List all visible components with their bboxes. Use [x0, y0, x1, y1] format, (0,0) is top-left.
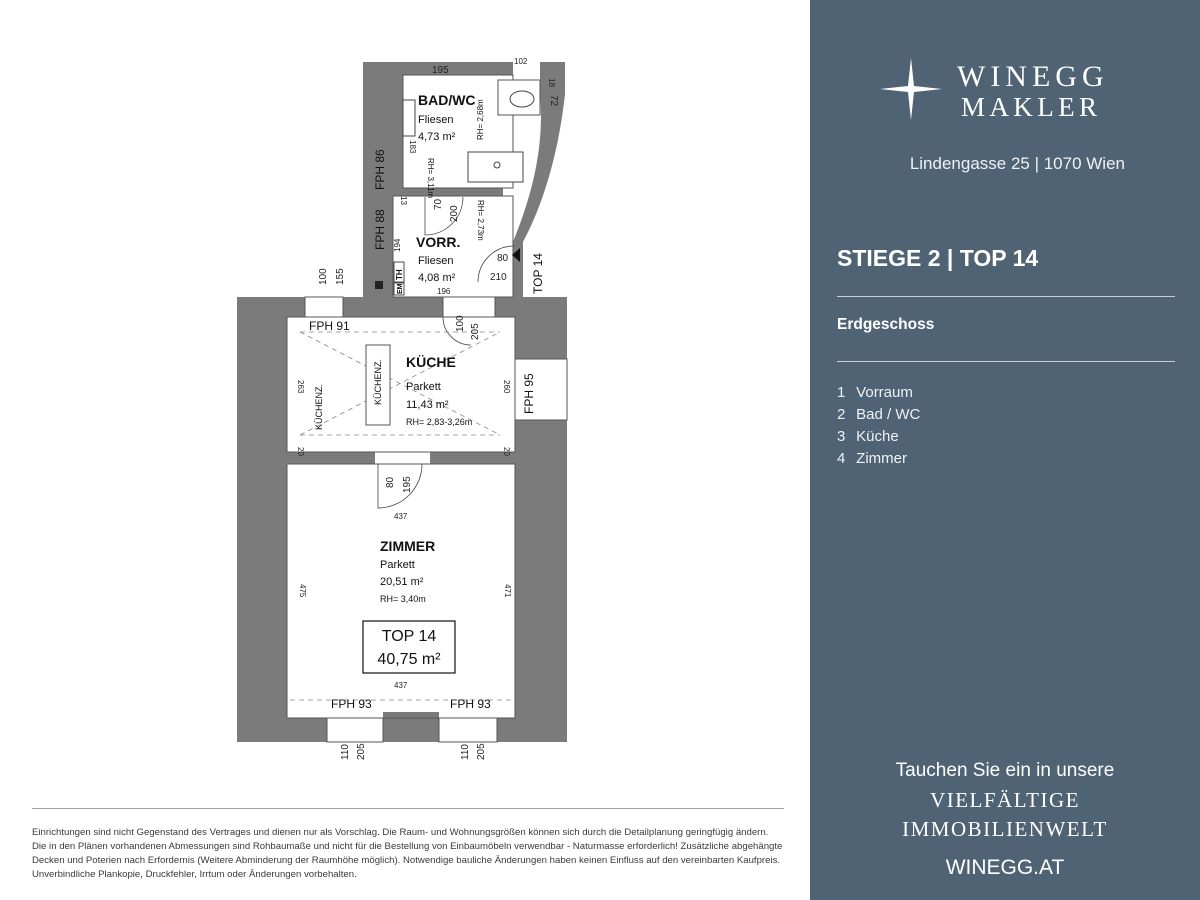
room-name: Bad / WC	[856, 406, 921, 423]
dim-label: 20	[502, 447, 511, 456]
dim-label: 195	[432, 65, 449, 76]
four-point-star-icon	[880, 58, 942, 120]
dim-label: 260	[502, 380, 511, 394]
dim-label: 200	[449, 205, 460, 222]
room-list-item	[837, 426, 920, 448]
dim-label: 80	[385, 476, 396, 488]
dim-label: 195	[402, 476, 413, 493]
zimmer-rh: RH= 3,40m	[380, 594, 426, 604]
room-list-item	[837, 404, 920, 426]
dim-label: 183	[408, 140, 417, 154]
tagline-emphasis-1: VIELFÄLTIGE	[930, 788, 1080, 812]
stair-label: TOP 14	[531, 253, 545, 294]
sink-icon	[403, 100, 415, 136]
dim-label: 196	[437, 287, 451, 296]
fph-label: FPH 93	[450, 697, 491, 711]
room-list-item	[837, 382, 920, 404]
dim-label: 475	[298, 584, 307, 598]
zimmer-outline	[287, 464, 515, 718]
dim-label: 80	[497, 253, 509, 264]
room-list-item	[837, 448, 920, 470]
bad-area: 4,73 m²	[418, 131, 456, 143]
wall	[515, 420, 567, 742]
room-number: 3	[837, 428, 846, 445]
wall	[495, 297, 515, 317]
window	[305, 297, 343, 317]
vorr-floor: Fliesen	[418, 255, 454, 267]
dim-label: 437	[394, 512, 408, 521]
dim-label: 72	[548, 95, 559, 107]
kitchen-unit-label: KÜCHENZ.	[373, 358, 383, 405]
fph-label: FPH 86	[373, 149, 387, 190]
bad-rh: RH= 2,68m	[476, 99, 485, 140]
wall	[237, 297, 287, 742]
brand-name-line1: WINEGG	[957, 60, 1109, 93]
room-number: 1	[837, 384, 846, 401]
dim-label: 18	[547, 78, 556, 87]
window	[327, 718, 383, 742]
dim-label: 102	[514, 57, 528, 66]
wall	[393, 188, 503, 196]
room-number: 2	[837, 406, 846, 423]
tagline: Tauchen Sie ein in unsere	[895, 760, 1115, 781]
room-number: 4	[837, 450, 846, 467]
kueche-name: KÜCHE	[406, 354, 456, 370]
wall	[393, 75, 403, 188]
info-sidebar	[810, 0, 1200, 900]
dim-label: 100	[455, 315, 466, 332]
vorr-name: VORR.	[416, 234, 461, 250]
tagline-emphasis-2: IMMOBILIENWELT	[902, 817, 1108, 841]
dim-label: 437	[394, 681, 408, 690]
unit-title: STIEGE 2 | TOP 14	[837, 245, 1039, 271]
room-name: Zimmer	[856, 450, 907, 467]
brand-name-line2: MAKLER	[961, 92, 1102, 122]
toilet-icon	[510, 91, 534, 107]
property-address: Lindengasse 25 | 1070 Wien	[909, 154, 1125, 173]
disclaimer-text: Einrichtungen sind nicht Gegenstand des Vertrages und dienen nur als Vorschlag. Die Raum- und Wohnungsgrößen können sich durch die Detailplanung geringfügig ändern. Die in den Plänen vorhandenen Abmessungen sind Rohbaumaße und nicht für die Bestellung von Einbaumöbeln verwendbar - Naturmasse erforderlich! Zusätzliche abgehängte Decken und Poterien nach Erfordernis (Weitere Abminderung der Raumhöhe möglich). Notwendige bauliche Änderungen haben keinen Einfluss auf den vereinbarten Kaufpreis. Unverbindliche Plankopie, Druckfehler, Irrtum oder Änderungen vorbehalten.	[32, 827, 783, 880]
wall	[383, 712, 439, 742]
room-name: Küche	[856, 428, 899, 445]
fph-label: FPH 93	[331, 697, 372, 711]
kitchen-unit-label: KÜCHENZ.	[314, 383, 324, 430]
zimmer-name: ZIMMER	[380, 538, 436, 554]
dim-label: 100	[318, 268, 329, 285]
fph-label: FPH 95	[522, 373, 536, 414]
wall	[287, 718, 327, 742]
tag-em: EM	[397, 283, 404, 294]
dim-label: 263	[296, 380, 305, 394]
dim-label: 205	[476, 743, 487, 760]
website-link[interactable]: WINEGG.AT	[945, 856, 1065, 879]
tag-th: TH	[395, 269, 404, 280]
floor-label: Erdgeschoss	[837, 316, 935, 333]
kueche-rh: RH= 2,83-3,26m	[406, 417, 473, 427]
vorr-rh: RH= 2,73m	[476, 200, 485, 241]
top-label: TOP 14	[381, 628, 437, 645]
wall	[287, 297, 305, 317]
dim-label: 205	[470, 323, 481, 340]
dim-label: 70	[433, 198, 444, 210]
wall	[393, 62, 513, 75]
dim-label: 194	[393, 238, 402, 252]
window	[443, 297, 495, 317]
bad-rh2: RH= 3,11m	[426, 158, 435, 199]
disclaimer-divider	[32, 808, 784, 809]
dim-label: 210	[490, 272, 507, 283]
dim-label: 205	[356, 743, 367, 760]
kueche-floor: Parkett	[406, 381, 441, 393]
divider	[837, 296, 1175, 297]
room-name: Vorraum	[856, 384, 913, 401]
fuse-box-icon	[375, 281, 383, 289]
fph-label: FPH 91	[309, 319, 350, 333]
top-area: 40,75 m²	[377, 651, 441, 668]
room-list	[837, 382, 920, 470]
dim-label: 13	[399, 196, 408, 205]
bad-floor: Fliesen	[418, 114, 454, 126]
zimmer-floor: Parkett	[380, 559, 415, 571]
zimmer-area: 20,51 m²	[380, 576, 424, 588]
dim-label: 110	[340, 744, 351, 760]
dim-label: 471	[503, 584, 512, 598]
dim-label: 110	[460, 744, 471, 760]
window	[439, 718, 497, 742]
vorr-area: 4,08 m²	[418, 272, 456, 284]
dim-label: 20	[296, 447, 305, 456]
wall	[515, 297, 567, 359]
divider	[837, 361, 1175, 362]
fph-label: FPH 88	[373, 209, 387, 250]
kueche-area: 11,43 m²	[406, 399, 449, 411]
dim-label: 155	[335, 268, 346, 285]
wall	[497, 718, 515, 742]
bad-name: BAD/WC	[418, 92, 476, 108]
wall	[343, 297, 443, 317]
